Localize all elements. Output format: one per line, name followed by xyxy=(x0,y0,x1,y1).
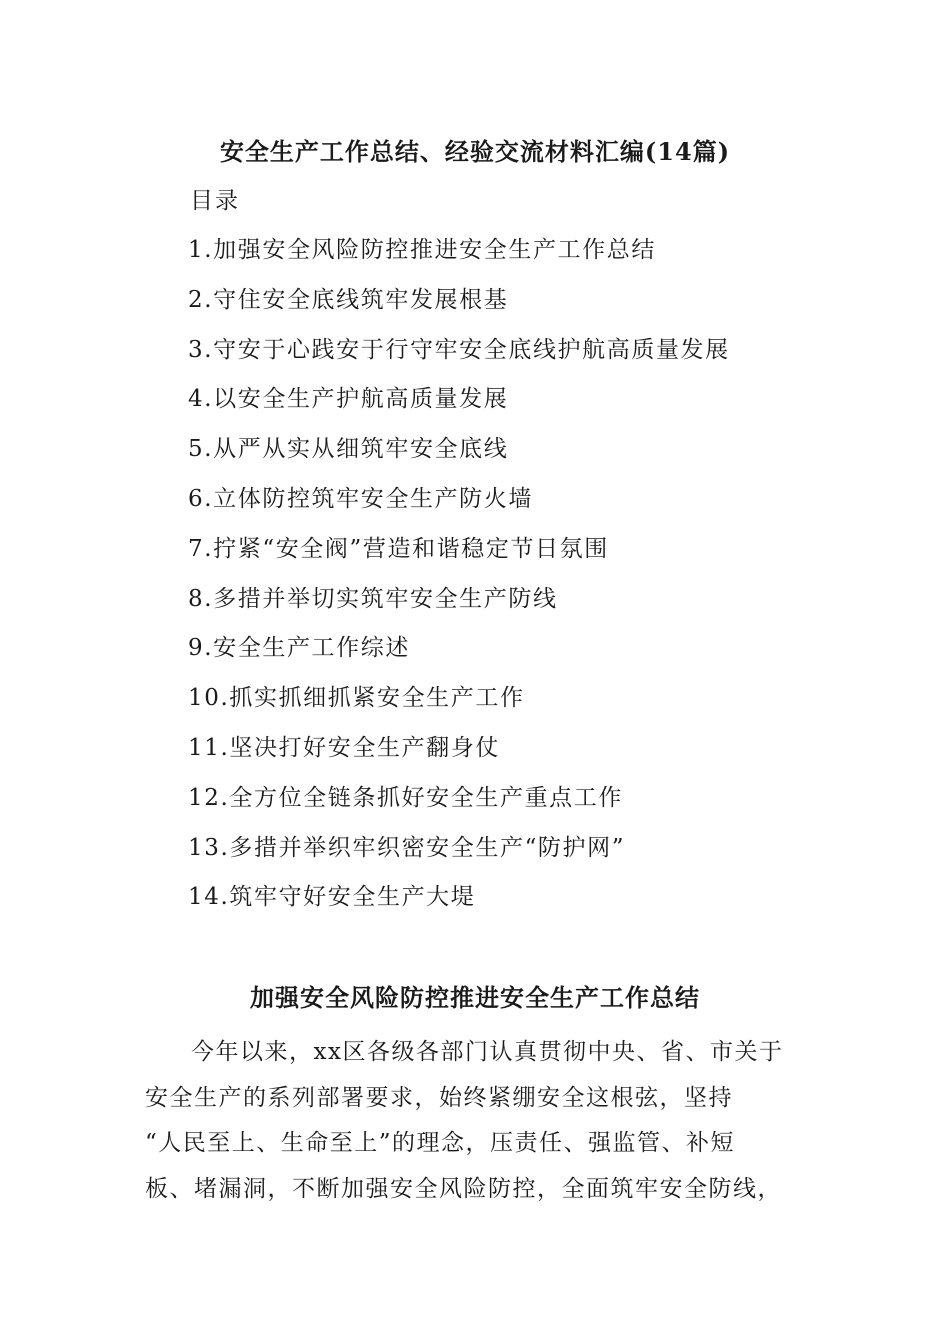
body-line: 今年以来，xx区各级各部门认真贯彻中央、省、市关于 xyxy=(191,1039,784,1065)
toc-item: 8.多措并举切实筑牢安全生产防线 xyxy=(188,585,558,612)
table-of-contents xyxy=(188,233,730,930)
toc-item: 7.拧紧“安全阀”营造和谐稳定节日氛围 xyxy=(188,535,609,562)
document-title: 安全生产工作总结、经验交流材料汇编(14篇) xyxy=(219,137,731,166)
toc-item: 3.守安于心践安于行守牢安全底线护航高质量发展 xyxy=(188,336,730,363)
toc-item: 12.全方位全链条抓好安全生产重点工作 xyxy=(188,784,623,811)
toc-item: 14.筑牢守好安全生产大堤 xyxy=(188,884,476,911)
body-line: 安全生产的系列部署要求，始终紧绷安全这根弦，坚持 xyxy=(145,1084,733,1111)
section-body xyxy=(145,1030,810,1212)
toc-item: 9.安全生产工作综述 xyxy=(188,635,410,662)
toc-item: 5.从严从实从细筑牢安全底线 xyxy=(188,436,509,463)
toc-item: 10.抓实抓细抓紧安全生产工作 xyxy=(188,685,525,712)
toc-item: 11.坚决打好安全生产翻身仗 xyxy=(188,734,500,761)
toc-item: 6.立体防控筑牢安全生产防火墙 xyxy=(188,485,533,512)
body-line: “人民至上、生命至上”的理念，压责任、强监管、补短 xyxy=(145,1130,736,1156)
toc-item: 2.守住安全底线筑牢发展根基 xyxy=(188,286,509,313)
toc-heading: 目录 xyxy=(190,188,240,214)
section-title: 加强安全风险防控推进安全生产工作总结 xyxy=(250,983,700,1012)
toc-item: 4.以安全生产护航高质量发展 xyxy=(188,386,509,413)
toc-item: 13.多措并举织牢织密安全生产“防护网” xyxy=(188,834,626,861)
body-line: 板、堵漏洞，不断加强安全风险防控，全面筑牢安全防线， xyxy=(145,1175,782,1202)
toc-item: 1.加强安全风险防控推进安全生产工作总结 xyxy=(188,237,656,263)
